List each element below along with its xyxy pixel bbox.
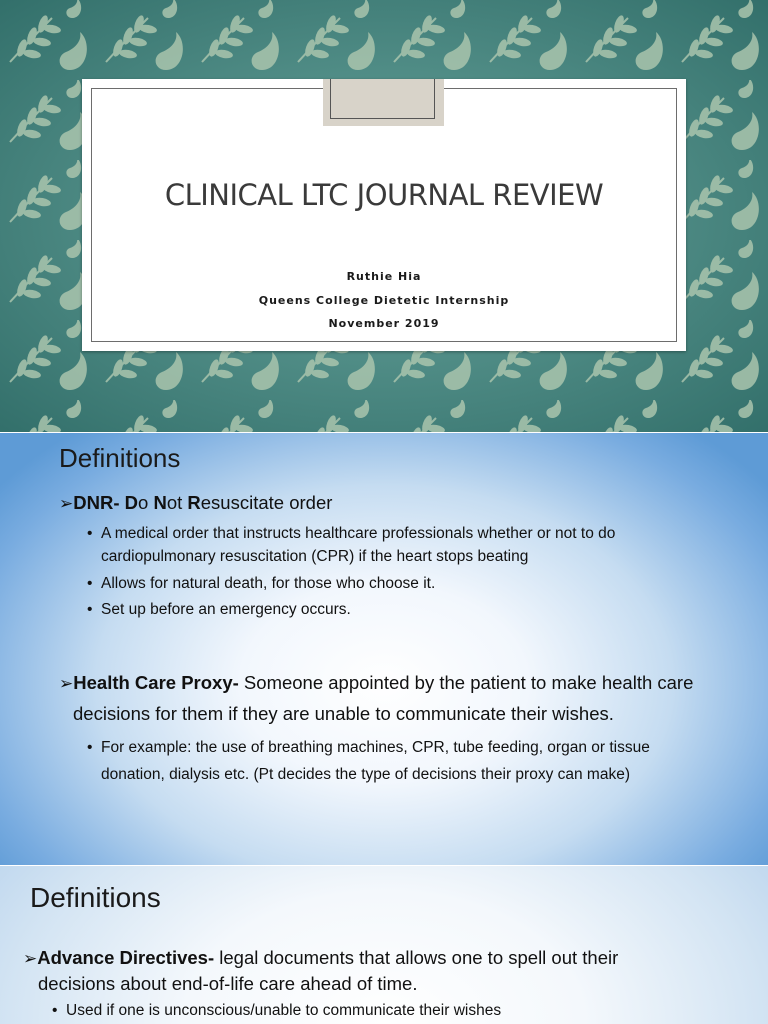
title-card [82, 79, 686, 351]
proxy-term: Health Care Proxy- [73, 672, 239, 693]
title-slide [0, 0, 768, 432]
arrow-bullet-icon: ➢ [23, 949, 38, 968]
list-item [87, 545, 761, 568]
dnr-letter-r: R [187, 492, 201, 513]
list-item [87, 572, 761, 595]
bullet-dot-icon: • [52, 1002, 58, 1019]
definitions-slide-1 [0, 433, 768, 865]
bullet-text: Used if one is unconscious/unable to communicate their wishes [66, 1002, 502, 1019]
advance-text-line-2: decisions about end-of-life care ahead of time. [38, 973, 418, 994]
list-item [87, 736, 761, 759]
card-tab-decoration [323, 79, 444, 126]
bullet-text: cardiopulmonary resuscitation (CPR) if the heart stops beating [101, 548, 529, 565]
bullet-dot-icon: • [87, 575, 93, 592]
slide-title: Definitions [59, 443, 181, 473]
proxy-text: Someone appointed by the patient to make health care [238, 672, 694, 693]
author-name: Ruthie Hia [346, 270, 422, 283]
definitions-slide-2 [0, 866, 768, 1024]
dnr-term: DNR- D [73, 492, 138, 513]
card-tab-inner [330, 79, 435, 119]
bullet-text: donation, dialysis etc. (Pt decides the type of decisions their proxy can make) [101, 766, 630, 783]
list-item [87, 598, 761, 621]
dnr-letter-n: N [153, 492, 167, 513]
list-item [52, 999, 726, 1022]
bullet-text: For example: the use of breathing machines, CPR, tube feeding, organ or tissue [101, 739, 650, 756]
dnr-text: o [138, 492, 154, 513]
advance-term: Advance Directives- [37, 947, 215, 968]
list-item [87, 522, 761, 545]
dnr-text: esuscitate order [200, 492, 333, 513]
presentation-title: CLINICAL LTC JOURNAL REVIEW [164, 178, 604, 212]
dnr-text: ot [166, 492, 188, 513]
affiliation: Queens College Dietetic Internship [258, 294, 510, 307]
bullet-text: A medical order that instructs healthcare professionals whether or not to do [101, 525, 616, 542]
bullet-dot-icon: • [87, 739, 93, 756]
dnr-heading [59, 487, 332, 520]
arrow-bullet-icon: ➢ [59, 494, 74, 513]
list-item [87, 763, 761, 786]
bullet-dot-icon: • [87, 601, 93, 618]
bullet-dot-icon: • [87, 525, 93, 542]
advance-text: legal documents that allows one to spell out their [214, 947, 619, 968]
slide-title: Definitions [30, 882, 161, 913]
advance-directives-heading [23, 945, 618, 972]
proxy-text-line-2: decisions for them if they are unable to communicate their wishes. [73, 703, 614, 724]
proxy-heading [59, 667, 693, 700]
bullet-text: Allows for natural death, for those who choose it. [101, 575, 436, 592]
bullet-text: Set up before an emergency occurs. [101, 601, 351, 618]
presentation-date: November 2019 [328, 317, 440, 330]
arrow-bullet-icon: ➢ [59, 674, 74, 693]
